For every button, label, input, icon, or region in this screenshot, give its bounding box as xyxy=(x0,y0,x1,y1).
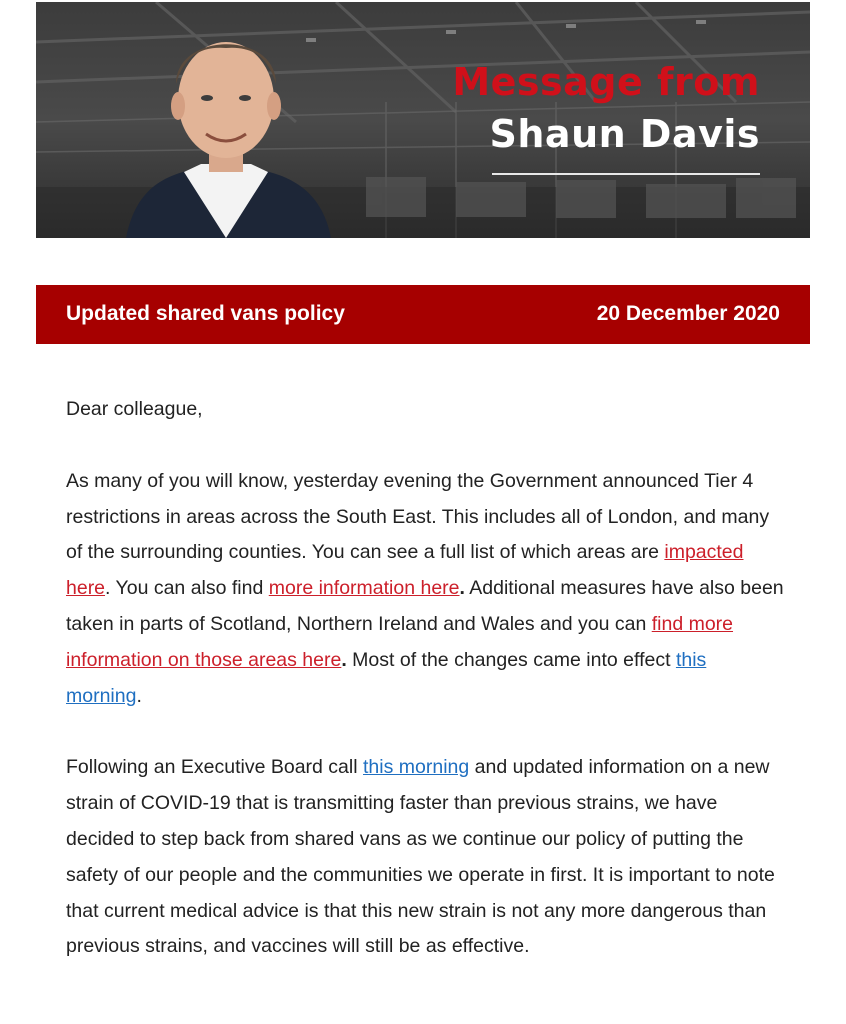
impacted-here-link[interactable]: impacted here xyxy=(66,541,744,600)
more-information-link[interactable]: more information here xyxy=(268,577,460,600)
subject-date: 20 December 2020 xyxy=(596,302,780,325)
banner-title-name: Shaun Davis xyxy=(489,112,760,156)
paragraph-shared-vans: Following an Executive Board call this morning and updated information on a new strain of COVID-19 that is transmitting faster than previous strains, we have decided to step back from shared vans as we continue our policy of putting the safety of our people and the communities we operate in first. It is important to note that current medical advice is that this new strain is not any more dangerous than previous strains, and vaccines will still be as effective. xyxy=(66,756,775,958)
paragraph-tier4: As many of you will know, yesterday evening the Government announced Tier 4 restrictions in areas across the South East. This includes all of London, and many of the surrounding counties. You can see a full list of which areas are impacted here. You can also find more information here. Additional measures have also been taken in parts of Scotland, Northern Ireland and Wales and you can find more information on those areas here. Most of the changes came into effect this morning. xyxy=(66,469,784,707)
subject-title: Updated shared vans policy xyxy=(66,302,345,325)
executive-board-this-morning-link[interactable]: this morning xyxy=(363,756,470,779)
subject-bar xyxy=(36,285,810,344)
banner-divider xyxy=(492,173,760,175)
other-areas-information-link[interactable]: find more information on those areas here xyxy=(66,612,734,671)
this-morning-link[interactable]: this morning xyxy=(66,648,707,707)
greeting: Dear colleague, xyxy=(66,398,203,420)
header-banner xyxy=(36,2,810,238)
banner-title-message-from: Message from xyxy=(452,60,760,104)
email-body xyxy=(66,392,786,1001)
